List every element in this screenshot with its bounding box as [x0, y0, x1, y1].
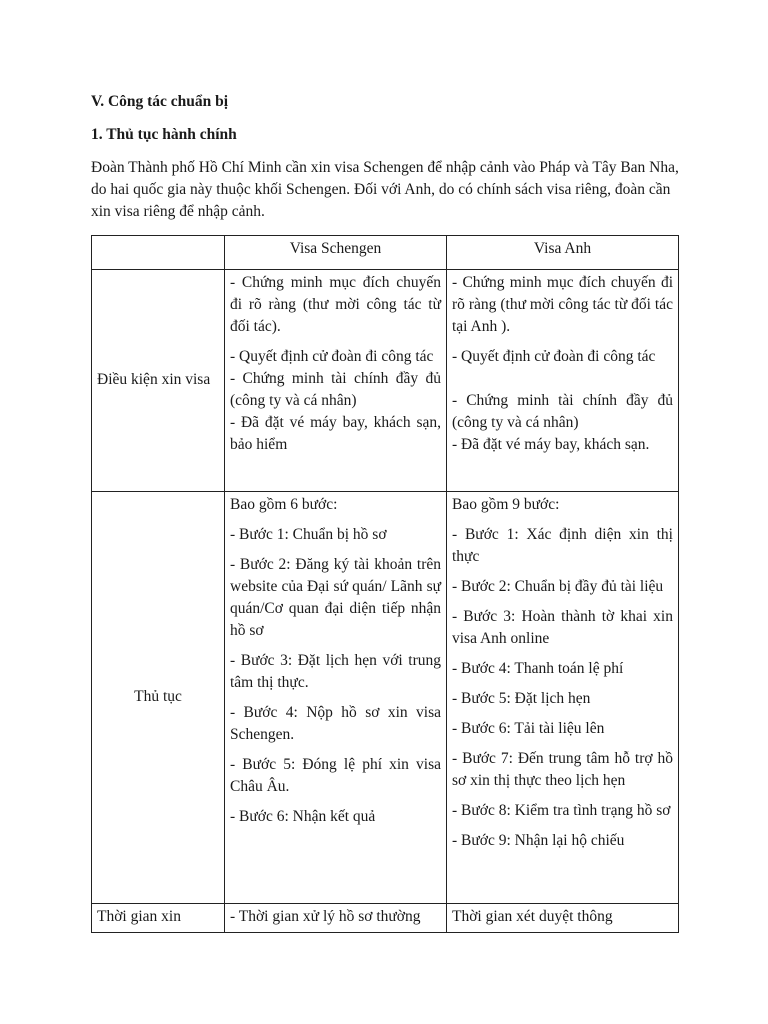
list-item: Bao gồm 6 bước: [230, 496, 338, 513]
table-row [92, 270, 679, 492]
conditions-uk-cell [447, 270, 679, 492]
procedure-uk-cell [447, 492, 679, 904]
list-item: - Đã đặt vé máy bay, khách sạn. [452, 436, 650, 453]
header-schengen: Visa Schengen [225, 236, 447, 270]
header-empty-cell [92, 236, 225, 270]
procedure-schengen-cell [225, 492, 447, 904]
visa-comparison-table [91, 235, 679, 933]
time-uk-cell [447, 904, 679, 933]
list-item: - Thời gian xử lý hồ sơ thường [230, 908, 421, 925]
list-item: - Bước 5: Đóng lệ phí xin visa Châu Âu. [230, 756, 441, 795]
list-item: - Bước 4: Nộp hồ sơ xin visa Schengen. [230, 704, 441, 743]
header-uk: Visa Anh [447, 236, 679, 270]
table-row [92, 904, 679, 933]
list-item: - Bước 4: Thanh toán lệ phí [452, 660, 624, 677]
row-label-processing-time: Thời gian xin [92, 904, 225, 933]
section-heading: V. Công tác chuẩn bị [91, 93, 229, 110]
list-item: - Bước 1: Xác định diện xin thị thực [452, 526, 673, 565]
conditions-schengen-cell [225, 270, 447, 492]
list-item: - Đã đặt vé máy bay, khách sạn, bảo hiểm [230, 414, 441, 453]
list-item: - Bước 3: Hoàn thành tờ khai xin visa Anh online [452, 608, 673, 647]
list-item: - Bước 3: Đặt lịch hẹn với trung tâm thị thực. [230, 652, 441, 691]
row-label-procedure: Thủ tục [92, 492, 225, 904]
intro-paragraph: Đoàn Thành phố Hồ Chí Minh cần xin visa Schengen để nhập cảnh vào Pháp và Tây Ban Nha, do hai quốc gia này thuộc khối Schengen. Đối với Anh, do có chính sách visa riêng, đoàn cần xin visa riêng để nhập cảnh. [91, 159, 679, 220]
list-item: - Quyết định cử đoàn đi công tác [230, 348, 434, 365]
list-item: Thời gian xét duyệt thông [452, 908, 613, 925]
subsection-heading: 1. Thủ tục hành chính [91, 126, 237, 143]
time-schengen-cell [225, 904, 447, 933]
list-item: - Bước 1: Chuẩn bị hồ sơ [230, 526, 387, 543]
list-item: - Bước 8: Kiểm tra tình trạng hồ sơ [452, 802, 671, 819]
list-item: Bao gồm 9 bước: [452, 496, 560, 513]
row-label-conditions: Điều kiện xin visa [92, 270, 225, 492]
list-item: - Chứng minh tài chính đầy đủ (công ty và cá nhân) [452, 392, 673, 431]
list-item: - Bước 5: Đặt lịch hẹn [452, 690, 591, 707]
list-item: - Chứng minh mục đích chuyến đi rõ ràng (thư mời công tác từ đối tác tại Anh ). [452, 274, 673, 335]
list-item: - Bước 2: Đăng ký tài khoản trên website của Đại sứ quán/ Lãnh sự quán/Cơ quan đại diện tiếp nhận hồ sơ [230, 556, 441, 639]
list-item: - Chứng minh tài chính đầy đủ (công ty và cá nhân) [230, 370, 441, 409]
list-item: - Bước 6: Nhận kết quả [230, 808, 376, 825]
table-header-row [92, 236, 679, 270]
list-item: - Quyết định cử đoàn đi công tác [452, 348, 656, 365]
list-item: - Bước 6: Tải tài liệu lên [452, 720, 605, 737]
list-item: - Bước 7: Đến trung tâm hỗ trợ hồ sơ xin thị thực theo lịch hẹn [452, 750, 673, 789]
list-item: - Bước 9: Nhận lại hộ chiếu [452, 832, 625, 849]
table-row [92, 492, 679, 904]
list-item: - Bước 2: Chuẩn bị đầy đủ tài liệu [452, 578, 664, 595]
list-item: - Chứng minh mục đích chuyến đi rõ ràng (thư mời công tác từ đối tác). [230, 274, 441, 335]
